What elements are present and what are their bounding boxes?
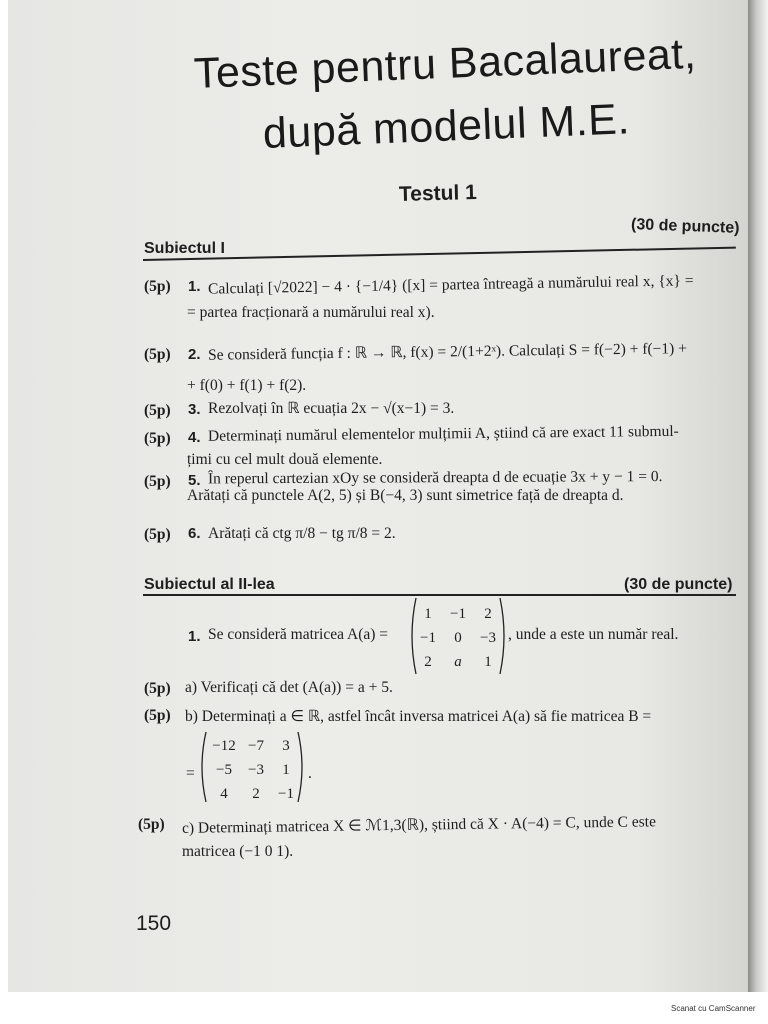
equals-sign: = (186, 765, 195, 782)
matrix-a-cell: 1 (424, 606, 432, 622)
item-number: 5. (188, 472, 201, 489)
matrix-a-cell: 1 (484, 654, 492, 670)
score: (5p) (144, 430, 171, 447)
matrix-b-cell: −12 (212, 738, 236, 754)
item-number: 4. (188, 429, 201, 446)
score: (5p) (144, 473, 171, 490)
item-number: 3. (188, 401, 201, 418)
subject1-points: (30 de puncte) (630, 216, 740, 237)
item-text: c) Determinați matricea X ∈ ℳ1,3(ℝ), știind că X · A(−4) = C, unde C este (181, 813, 657, 837)
item-text: În reperul cartezian xOy se consideră dreapta d de ecuație 3x + y − 1 = 0. (207, 468, 663, 488)
score: (5p) (144, 526, 171, 543)
matrix-intro: Se consideră matricea A(a) = (208, 626, 389, 643)
matrix-a-cell: 0 (454, 630, 462, 646)
title-line-2: după modelul M.E. (262, 95, 631, 158)
period: . (308, 765, 312, 782)
subject2-heading: Subiectul al II-lea (144, 576, 275, 593)
matrix-a-cell: 2 (424, 654, 432, 670)
matrix-b-cell: −3 (248, 762, 264, 778)
test-name: Testul 1 (398, 180, 478, 207)
matrix-a-cell: −1 (420, 630, 436, 646)
matrix-a-cell: −1 (450, 606, 466, 622)
score: (5p) (138, 816, 165, 833)
item-text-cont: = partea fracționară a numărului real x). (187, 304, 435, 321)
matrix-b-cell: 2 (252, 786, 260, 802)
matrix-a-cell: −3 (480, 630, 496, 646)
item-text: b) Determinați a ∈ ℝ, astfel încât inversa matricei A(a) să fie matricea B = (185, 708, 652, 725)
page-edge (748, 0, 768, 992)
matrix-b (198, 730, 308, 804)
matrix-a-cell: 2 (484, 606, 492, 622)
scanner-footer: Scanat cu CamScanner (671, 1004, 756, 1013)
score: (5p) (144, 278, 171, 295)
item-number: 6. (188, 525, 201, 542)
item-number: 2. (188, 346, 201, 363)
item-number: 1. (188, 628, 201, 645)
subject2-points: (30 de puncte) (624, 576, 733, 593)
score: (5p) (144, 680, 171, 697)
item-text: Arătați că ctg π/8 − tg π/8 = 2. (208, 525, 396, 542)
item-text-cont: matricea (−1 0 1). (182, 843, 294, 860)
matrix-b-cell: 3 (282, 738, 290, 754)
item-text-cont: Arătați că punctele A(2, 5) și B(−4, 3) sunt simetrice față de dreapta d. (187, 487, 624, 504)
item-text: Se consideră funcția f : ℝ → ℝ, f(x) = 2/(1+2ˣ). Calculați S = f(−2) + f(−1) + (207, 340, 688, 364)
subject1-heading: Subiectul I (144, 240, 225, 257)
matrix-b-cell: −7 (248, 738, 264, 754)
item-number: 1. (188, 278, 201, 295)
score: (5p) (144, 402, 171, 419)
item-text-cont: + f(0) + f(1) + f(2). (187, 377, 307, 394)
item-text-cont: țimi cu cel mult două elemente. (187, 451, 383, 468)
page-number: 150 (136, 912, 172, 935)
matrix-b-cell: 1 (282, 762, 290, 778)
item-text: Determinați numărul elementelor mulțimii A, știind că are exact 11 submul- (207, 422, 679, 445)
item-text: a) Verificați că det (A(a)) = a + 5. (185, 679, 393, 696)
matrix-b-cell: −1 (278, 786, 294, 802)
matrix-b-cell: 4 (220, 786, 228, 802)
title-line-1: Teste pentru Bacalaureat, (193, 29, 698, 98)
item-text: Rezolvați în ℝ ecuația 2x − √(x−1) = 3. (208, 400, 455, 417)
matrix-a-cell: a (454, 654, 462, 670)
item-text: Calculați [√2022] − 4 · {−1/4} ([x] = partea întreagă a numărului real x, {x} = (207, 272, 694, 298)
matrix-intro-tail: , unde a este un număr real. (508, 626, 679, 643)
score: (5p) (144, 707, 171, 724)
matrix-a (408, 596, 508, 676)
matrix-b-cell: −5 (216, 762, 232, 778)
score: (5p) (144, 346, 171, 363)
